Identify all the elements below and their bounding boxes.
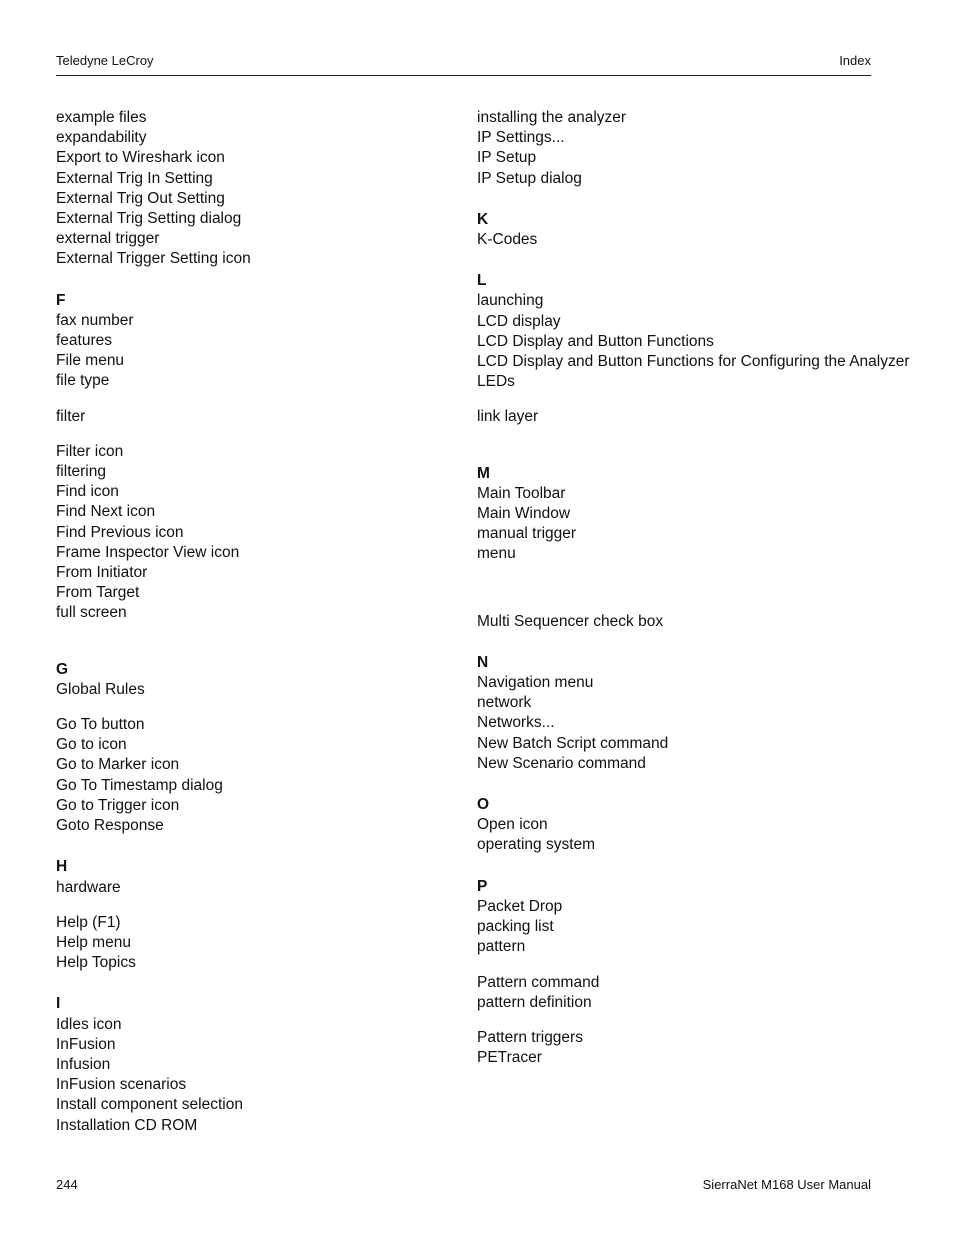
- index-group-m: [477, 484, 877, 565]
- index-entry[interactable]: pattern definition: [477, 993, 592, 1011]
- index-entry[interactable]: Open icon: [477, 816, 548, 834]
- index-group-k: [477, 230, 877, 250]
- index-entry[interactable]: Global Rules: [56, 680, 145, 698]
- index-entry[interactable]: LCD display: [477, 312, 561, 330]
- index-entry[interactable]: filtering: [56, 463, 106, 481]
- index-entry[interactable]: launching: [477, 292, 544, 310]
- index-group-i: [56, 1015, 456, 1136]
- index-group-i-cont: [477, 108, 877, 189]
- index-group-f3: [56, 442, 456, 624]
- index-entry[interactable]: LEDs: [477, 373, 515, 391]
- index-group-f2: [56, 407, 456, 427]
- index-entry[interactable]: Goto Response: [56, 817, 164, 835]
- index-entry[interactable]: pattern: [477, 938, 526, 956]
- index-entry[interactable]: Multi Sequencer check box: [477, 612, 664, 630]
- index-entry[interactable]: IP Setup dialog: [477, 169, 582, 187]
- index-entry[interactable]: hardware: [56, 878, 121, 896]
- index-letter-heading: H: [56, 858, 68, 876]
- index-group-m2: [477, 612, 877, 632]
- index-entry[interactable]: Go To Timestamp dialog: [56, 776, 223, 794]
- index-entry[interactable]: Main Window: [477, 505, 571, 523]
- index-entry[interactable]: Install component selection: [56, 1096, 243, 1114]
- index-entry[interactable]: Find Next icon: [56, 503, 156, 521]
- index-group-n: [477, 673, 877, 774]
- index-group-e: [56, 108, 456, 270]
- index-group-f: [56, 311, 456, 392]
- index-entry[interactable]: installing the analyzer: [477, 109, 627, 126]
- index-entry[interactable]: Navigation menu: [477, 674, 594, 692]
- index-group-p2: [477, 973, 877, 1013]
- index-entry[interactable]: full screen: [56, 604, 127, 622]
- index-entry[interactable]: Go to icon: [56, 736, 127, 754]
- index-entry[interactable]: features: [56, 332, 113, 350]
- index-entry[interactable]: Installation CD ROM: [56, 1116, 198, 1134]
- index-entry[interactable]: IP Settings...: [477, 129, 565, 147]
- index-entry[interactable]: menu: [477, 545, 516, 563]
- header-company: Teledyne LeCroy: [56, 53, 154, 68]
- index-group-h: [56, 878, 456, 898]
- index-letter-heading: N: [477, 653, 489, 671]
- index-letter-heading: F: [56, 291, 66, 309]
- index-entry[interactable]: PETracer: [477, 1049, 542, 1067]
- index-column-right: [477, 108, 910, 1068]
- index-entry[interactable]: From Initiator: [56, 564, 148, 582]
- index-entry[interactable]: Pattern command: [477, 973, 600, 991]
- index-entry[interactable]: Networks...: [477, 714, 555, 732]
- page-number: 244: [56, 1177, 78, 1192]
- index-entry[interactable]: New Scenario command: [477, 754, 646, 772]
- index-group-p3: [477, 1028, 877, 1068]
- index-entry[interactable]: External Trig Out Setting: [56, 189, 225, 207]
- index-entry[interactable]: Go to Marker icon: [56, 756, 180, 774]
- index-entry[interactable]: Go to Trigger icon: [56, 796, 180, 814]
- index-entry[interactable]: Export to Wireshark icon: [56, 149, 225, 167]
- index-entry[interactable]: LCD Display and Button Functions: [477, 332, 714, 350]
- index-entry[interactable]: Help menu: [56, 933, 131, 951]
- index-entry[interactable]: Infusion: [56, 1055, 111, 1073]
- header-section: Index: [839, 53, 871, 68]
- index-entry[interactable]: link layer: [477, 408, 539, 426]
- index-entry[interactable]: operating system: [477, 836, 596, 854]
- index-entry[interactable]: Go To button: [56, 716, 145, 734]
- index-group-o: [477, 815, 877, 855]
- index-group-g2: [56, 715, 456, 836]
- index-entry[interactable]: Frame Inspector View icon: [56, 543, 240, 561]
- index-entry[interactable]: example files: [56, 109, 147, 126]
- index-entry[interactable]: InFusion: [56, 1035, 116, 1053]
- index-entry[interactable]: Help (F1): [56, 913, 121, 931]
- index-entry[interactable]: Main Toolbar: [477, 484, 566, 502]
- index-group-h2: [56, 913, 456, 974]
- index-entry[interactable]: packing list: [477, 918, 554, 936]
- index-entry[interactable]: Packet Drop: [477, 897, 563, 915]
- page-header: [56, 53, 871, 76]
- manual-title: SierraNet M168 User Manual: [702, 1177, 871, 1192]
- index-entry[interactable]: expandability: [56, 129, 147, 147]
- index-entry[interactable]: External Trig Setting dialog: [56, 210, 242, 228]
- index-entry[interactable]: file type: [56, 372, 110, 390]
- index-entry[interactable]: InFusion scenarios: [56, 1076, 187, 1094]
- index-group-l: [477, 291, 910, 392]
- index-entry[interactable]: LCD Display and Button Functions for Configuring the Analyzer: [477, 353, 910, 371]
- index-entry[interactable]: Find icon: [56, 483, 119, 501]
- index-letter-heading: I: [56, 995, 61, 1013]
- index-letter-heading: O: [477, 796, 490, 814]
- index-group-l2: [477, 407, 877, 427]
- index-entry[interactable]: K-Codes: [477, 231, 538, 249]
- index-entry[interactable]: fax number: [56, 311, 134, 329]
- index-column-left: [56, 108, 456, 1136]
- index-entry[interactable]: External Trigger Setting icon: [56, 250, 251, 268]
- index-entry[interactable]: Idles icon: [56, 1015, 122, 1033]
- index-entry[interactable]: external trigger: [56, 230, 160, 248]
- index-group-p: [477, 897, 877, 958]
- index-letter-heading: P: [477, 877, 488, 895]
- index-entry[interactable]: IP Setup: [477, 149, 537, 167]
- index-letter-heading: M: [477, 464, 490, 482]
- index-entry[interactable]: Filter icon: [56, 442, 124, 460]
- index-entry[interactable]: Find Previous icon: [56, 523, 184, 541]
- index-entry[interactable]: manual trigger: [477, 525, 577, 543]
- index-entry[interactable]: filter: [56, 407, 86, 425]
- index-entry[interactable]: File menu: [56, 352, 125, 370]
- index-group-g: [56, 680, 456, 700]
- index-letter-heading: G: [56, 660, 69, 678]
- index-entry[interactable]: From Target: [56, 584, 140, 602]
- index-entry[interactable]: Pattern triggers: [477, 1028, 583, 1046]
- index-entry[interactable]: Help Topics: [56, 954, 136, 972]
- index-entry[interactable]: External Trig In Setting: [56, 169, 213, 187]
- index-letter-heading: K: [477, 210, 489, 228]
- index-entry[interactable]: New Batch Script command: [477, 734, 669, 752]
- index-entry[interactable]: network: [477, 694, 532, 712]
- index-letter-heading: L: [477, 272, 487, 290]
